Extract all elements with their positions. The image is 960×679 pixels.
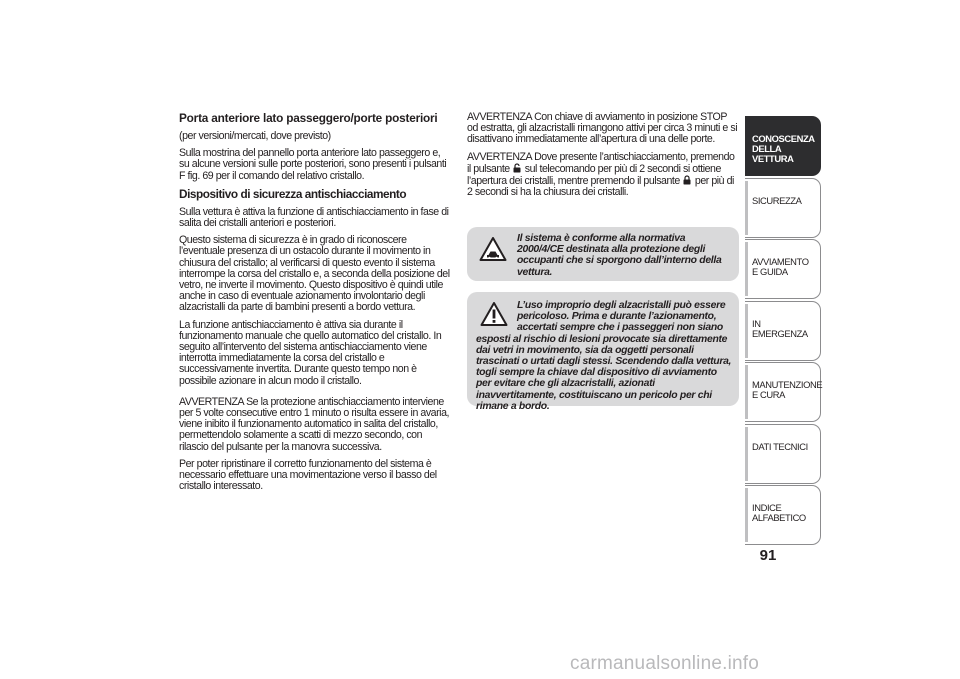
icon-spacer: [476, 300, 517, 332]
section-title-anti-pinch: Dispositivo di sicurezza antischiacciamento: [179, 186, 407, 201]
chapter-tabs: [745, 116, 821, 547]
tab-manutenzione-e-cura[interactable]: [745, 362, 821, 422]
remote-text-part-2: sul telecomando per più di 2 secondi si ottiene l’apertura dei cristalli, mentre premendo il pulsante: [467, 162, 721, 188]
note-box-text: Il sistema è conforme alla normativa 2000/4/CE destinata alla protezione degli occupanti che si sporgono dall’interno della vettura.: [517, 233, 722, 278]
tab-label: SICUREZZA: [752, 194, 802, 206]
paragraph-warning-note: AVVERTENZA Se la protezione antischiacciamento interviene per 5 volte consecutive entro 1 minuto o risulta essere in avaria, viene inibito il funzionamento automatico in salita del cristallo, permettendolo solamente a scatti di mezzo secondo, con rilascio del pulsante per la manovra successiva.: [179, 395, 450, 453]
section-title-passenger-doors: Porta anteriore lato passeggero/porte posteriori: [179, 111, 438, 125]
paragraph-key-stop: AVVERTENZA Con chiave di avviamento in posizione STOP od estratta, gli alzacristalli rimangono attivi per circa 3 minuti e si disattivano immediatamente all’apertura di una delle porte.: [467, 111, 738, 146]
warning-box: [467, 292, 739, 412]
paragraph-anti-pinch-2: Questo sistema di sicurezza è in grado di riconoscere l’eventuale presenza di un ostacolo durante il movimento in chiusura del cristallo; al verificarsi di questo evento il sistema interrompe la corsa del cristallo e, a seconda della posizione del vetro, ne inverte il movimento. Questo dispositivo è quindi utile anche in caso di eventuale azionamento involontario degli alzacristalli da parte di bambini presenti a bordo vettura.: [179, 234, 450, 314]
paragraph-anti-pinch-3: La funzione antischiacciamento è attiva sia durante il funzionamento manuale che quello automatico del cristallo. In seguito all’intervento del sistema antischiacciamento viene interrotta immediatamente la corsa del cristallo e successivamente invertita. Durante questo tempo non è possibile azionare in alcun modo il cristallo.: [179, 318, 442, 387]
remote-text-part-3: per più di 2 secondi si ha la chiusura dei cristalli.: [467, 175, 734, 199]
car-warning-triangle-icon: [479, 236, 507, 262]
page-number: 91: [759, 547, 777, 564]
left-column: [179, 112, 451, 498]
unlock-icon: [513, 163, 521, 173]
section-subtitle: (per versioni/mercati, dove previsto): [179, 130, 331, 142]
tab-label: DATI TECNICI: [752, 440, 808, 452]
lock-icon: [683, 175, 691, 185]
right-column: [467, 112, 739, 204]
warning-box-text-container: [476, 300, 734, 412]
tab-label: INDICE ALFABETICO: [752, 502, 806, 523]
tab-label: AVVIAMENTO E GUIDA: [752, 256, 809, 277]
tab-sicurezza[interactable]: [745, 178, 821, 238]
paragraph-remote-control: [467, 152, 739, 199]
warning-box-text: L’uso improprio degli alzacristalli può essere pericoloso. Prima e durante l’azionamento, accertati sempre che i passeggeri non siano esposti al rischio di lesioni provocate sia direttamente dai vetri in movimento, sia da oggetti personali trascinati o urtati dagli stessi. Scendendo dalla vettura, togli sempre la chiave dal dispositivo di avviamento per evitare che gli alzacristalli, azionati inavvertitamente, costituiscano un pericolo per chi rimane a bordo.: [476, 300, 732, 412]
tab-label: IN EMERGENZA: [752, 317, 808, 339]
tab-label: CONOSCENZA DELLA VETTURA: [752, 133, 815, 164]
tab-label: MANUTENZIONE E CURA: [752, 379, 823, 400]
note-box: [467, 227, 739, 281]
tab-in-emergenza[interactable]: [745, 301, 821, 361]
tab-indice-alfabetico[interactable]: [745, 485, 821, 545]
watermark: carmanualsonline.info: [570, 653, 760, 674]
tab-dati-tecnici[interactable]: [745, 424, 821, 484]
tab-conoscenza-della-vettura[interactable]: [745, 116, 821, 176]
remote-text-part-1: AVVERTENZA Dove presente l’antischiacciamento, premendo il pulsante: [467, 150, 735, 175]
paragraph-anti-pinch-1: Sulla vettura è attiva la funzione di antischiacciamento in fase di salita dei cristalli anteriori e posteriori.: [179, 205, 449, 230]
tab-avviamento-e-guida[interactable]: [745, 239, 821, 299]
paragraph-restore: Per poter ripristinare il corretto funzionamento del sistema è necessario effettuare una movimentazione verso il basso del cristallo interessato.: [179, 457, 437, 493]
paragraph-passenger-buttons: Sulla mostrina del pannello porta anteriore lato passeggero e, su alcune versioni sulle porte posteriori, sono presenti i pulsanti F fig. 69 per il comando del relativo cristallo.: [179, 147, 447, 182]
